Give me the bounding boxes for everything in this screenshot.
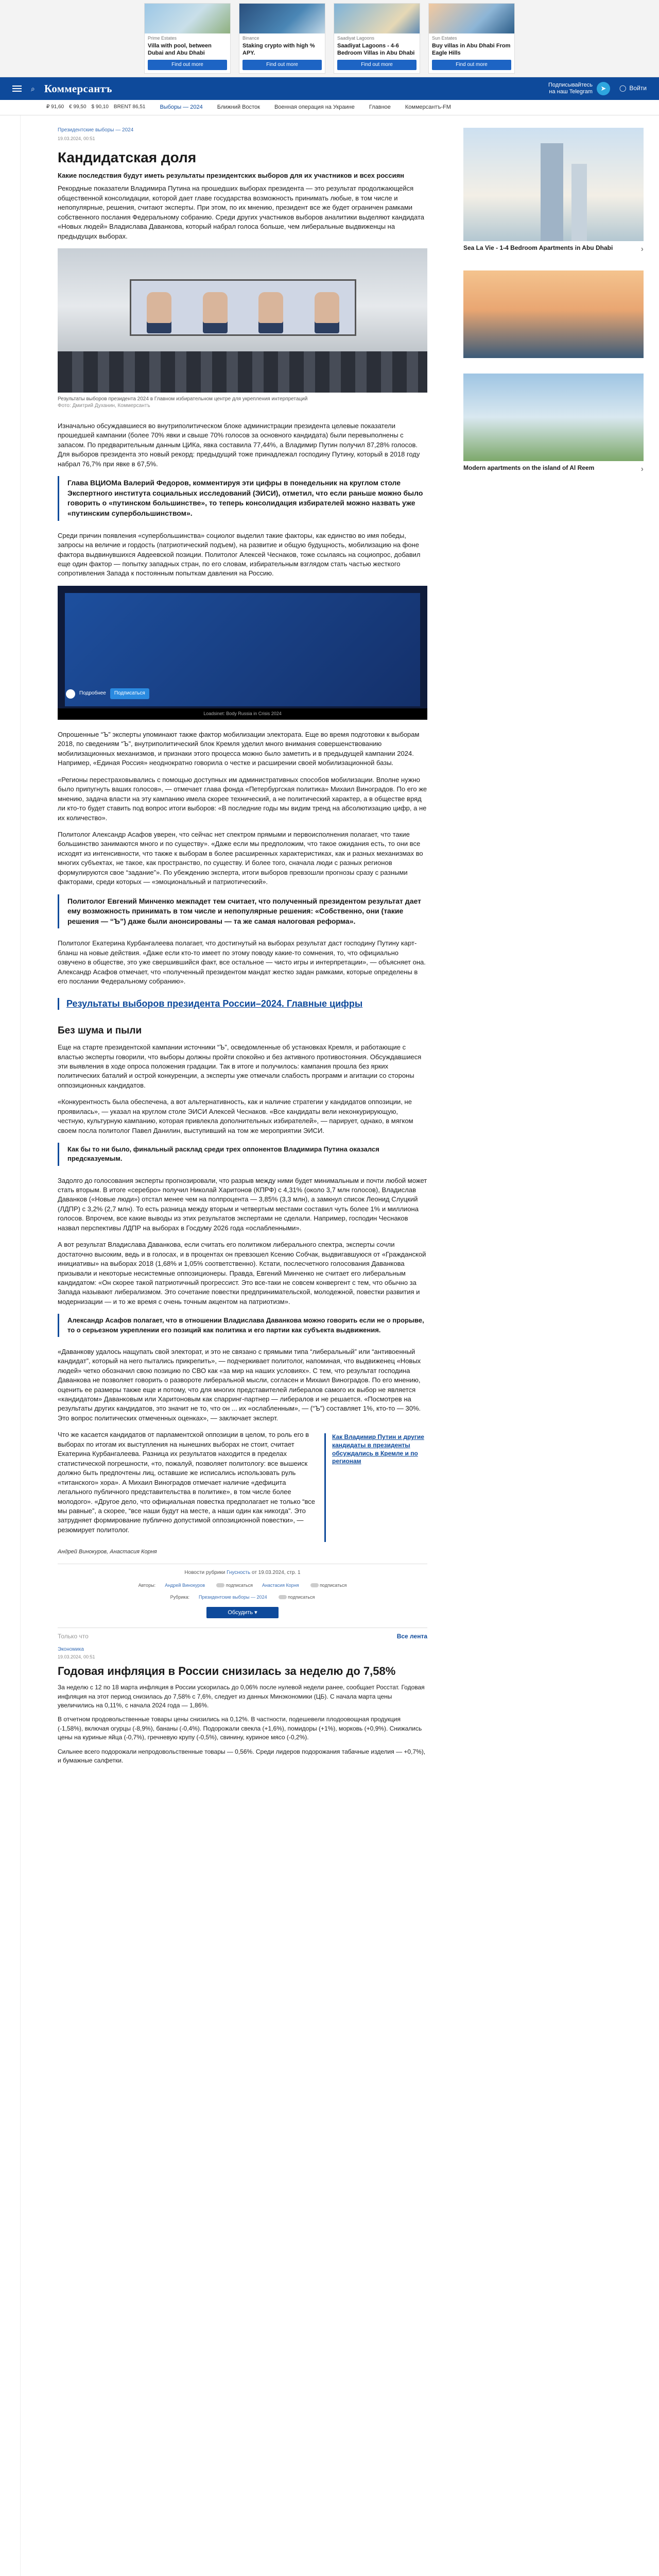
channel-label: Подробнее bbox=[79, 690, 106, 697]
follow-toggle[interactable] bbox=[308, 1582, 347, 1589]
photo-face bbox=[147, 292, 171, 323]
login-button[interactable] bbox=[619, 84, 647, 93]
issue-prefix: Новости рубрики bbox=[184, 1570, 226, 1576]
side-ad-caption bbox=[463, 244, 644, 255]
pull-quote: Глава ВЦИОМа Валерий Федоров, комментируя эти цифры в понедельник на круглом столе Экспертного института социальных исследований (ЭИСИ), отметил, что если раньше можно было говорить о «путинском большинстве», то теперь консолидация избирателей можно назвать уже «путинским супербольшинством». bbox=[58, 476, 427, 520]
paragraph-with-link bbox=[58, 1430, 427, 1542]
ad-title: Staking crypto with high % APY. bbox=[242, 43, 315, 56]
paragraph: Изначально обсуждавшиеся во внутриполитическом блоке администрации президента целевые показатели прошедшей кампании (более 70% явки и свыше 70% голосов за основного кандидата) были перевыполнены с запасом. По предварительным данным ЦИКа, явка составила 77,44%, а Владимир Путин получил 87,28% голосов. Для выборов президента это новый рекорд: предыдущий тоже принадлежал господину Путину, который в 2018 году набрал 76,7% при явке в 67,5%. bbox=[58, 422, 420, 468]
side-ad-card[interactable] bbox=[453, 374, 659, 475]
paragraph: А вот результат Владислава Даванкова, если считать его политиком либерального спектра, эксперты сочли достаточно высоким, ведь и в голосах, и в процентах он превзошел Ксению Собчак, выдвигавшуюся от «Гражданской инициативы» на выборах 2018 (1,68% и 1,05% соответственно). Кстати, послесчетного голосования Даванкова призывали и некоторые несистемные оппозиционеры. Правда, Евгений Минченко не считает его либеральным кандидатом: «Он скорее такой патриотичный прогрессист. Это все-таки не совсем конвергент с тем, что обычно за Запада называют либерализмом. Это сочетание повестки предпринимательской, молодежной, повестки развития и модернизации — и то же время с очень точным акцентом на патриотизм». bbox=[58, 1241, 426, 1306]
ad-card[interactable] bbox=[428, 3, 515, 74]
article-lead: Какие последствия будут иметь результаты президентских выборов для их участников и всех россиян bbox=[58, 171, 405, 179]
side-ad-title: Sea La Vie - 1-4 Bedroom Apartments in Abu Dhabi bbox=[463, 244, 613, 251]
video-player[interactable] bbox=[58, 586, 427, 720]
arrow-right-icon: › bbox=[640, 464, 644, 473]
section-heading: Без шума и пыли bbox=[58, 1025, 142, 1036]
more-label: Только что bbox=[58, 1632, 89, 1640]
photo-credit: Фото: Дмитрий Духанин, Коммерсантъ bbox=[58, 403, 150, 409]
ad-image bbox=[239, 4, 325, 33]
telegram-icon: ➤ bbox=[597, 82, 610, 95]
article-title: Кандидатская доля bbox=[58, 149, 197, 165]
paragraph: Среди причин появления «супербольшинства» социолог выделил такие факторы, как единство во имя победы, запросы на величие и гордость (патриотический подъем), на развитие и общую будущность, мобилизацию на фоне фактора выдвинувшихся Авдеевской позиции. Политолог Алексей Чеснаков, тоже ссылаясь на социопрос, добавил еще один фактор — попытку западных стран, по его словам, избирательным взглядом стать частью жесткого сопротивления Запада к постоянным попыткам давления на Россию. bbox=[58, 531, 421, 578]
toggle-icon bbox=[310, 1583, 319, 1587]
next-category[interactable]: Экономика bbox=[58, 1647, 84, 1653]
all-news-link[interactable]: Все лента bbox=[396, 1632, 427, 1640]
follow-toggle[interactable] bbox=[214, 1582, 253, 1589]
author-link[interactable]: Андрей Винокуров bbox=[165, 1582, 205, 1588]
subscribe-button[interactable]: Подписаться bbox=[110, 688, 149, 699]
video-channel bbox=[66, 688, 149, 699]
paragraph: Политолог Александр Асафов уверен, что сейчас нет спектром прямыми и первоисполнения полагает, что такие большинство занимаются много и по существу». «Даже если мы предположим, что такое ожидания есть, то они все исходят из интенсивности, что также к выборам в более расширенных характеристиках, как и разных механизмах во многих субъектах, не такое, как пространство, по существу. И более того, сначала люди с разных регионов формулируются свое “задание”». По убеждению эксперта, итоги выборов превзошли прогнозы сразу с разными факторами, среди которых — «эмоциональный и патриотический». bbox=[58, 830, 423, 886]
article bbox=[58, 115, 427, 1770]
toggle-icon bbox=[279, 1595, 287, 1599]
search-icon[interactable]: ⌕ bbox=[31, 84, 35, 93]
photo-crowd bbox=[58, 351, 427, 393]
related-link[interactable]: Результаты выборов президента России–2024. Главные цифры bbox=[58, 998, 362, 1010]
ad-image bbox=[429, 4, 514, 33]
photo-face bbox=[203, 292, 228, 323]
issue-info bbox=[58, 1564, 427, 1577]
paragraph: Сильнее всего подорожали непродовольственные товары — 0,56%. Среди лидеров подорожания табачные изделия — +0,7%), и бумажные салфетки. bbox=[58, 1748, 426, 1764]
side-ad-image bbox=[463, 128, 644, 241]
issue-link[interactable]: Гнусность bbox=[227, 1570, 251, 1576]
toggle-icon bbox=[216, 1583, 224, 1587]
side-ad-title: Modern apartments on the island of Al Reem bbox=[463, 464, 595, 471]
ad-card[interactable] bbox=[239, 3, 325, 74]
ad-source: Sun Estates bbox=[432, 36, 457, 41]
paragraph: «Регионы перестраховывались с помощью доступных им административных способов мобилизации. Вполне нужно было припугнуть ваших голосов», — отмечает глава фонда «Петербургская политика» Михаил Виноградов. По его же мнению, задача власти на эту кампанию имела скорее технический, а не политический характер, а в обществе вряд ли кто-то будет ставить под вопрос итоги выборов: «В последние годы мы видим тренд на абсолютизацию цифр, а не их количество». bbox=[58, 775, 427, 822]
sub-navigation bbox=[0, 100, 659, 115]
telegram-line1: Подписывайтесь bbox=[548, 81, 593, 88]
ad-card[interactable] bbox=[144, 3, 231, 74]
arrow-right-icon: › bbox=[640, 245, 644, 253]
paragraph: Что же касается кандидатов от парламентской оппозиции в целом, то роль его в выборах по итогам их выступления на нынешних выборах не стоит, считает Екатерина Курбангалеева. Разница их результатов находится в пределах статистической погрешности, «то, пожалуй, позволяет политологу: все вышеиск должно быть предпочтены лиц, оставшие же исписались использовать руль «титанского» хора». А Михаил Виноградов отмечает наличие «дефицита легального публичного представительства в политике», в том числе более молодого». «Другое дело, что официальная повестка предполагает не только “все мы равные”, а скорее, “все наши будут на месте, а наши один как никогда”. Это затрудняет формирование публично допустимой оппозиционной повестки», — резюмирует политолог. bbox=[58, 1431, 315, 1534]
related-link-block bbox=[58, 998, 427, 1010]
ad-button[interactable]: Find out more bbox=[242, 60, 322, 71]
ad-banner bbox=[0, 0, 659, 77]
paragraph: За неделю с 12 по 18 марта инфляция в России ускорилась до 0,06% после нулевой недели ранее, сообщает Росстат. Годовая инфляция на этот период снизилась до 7,58% c 7,6%, следует из данных Минэкономики (ЦБ). С начала марта цены увеличились на 0,11%, с начала 2024 года — 1,86%. bbox=[58, 1684, 425, 1709]
side-ad-image bbox=[463, 270, 644, 358]
pull-quote: Александр Асафов полагает, что в отношении Владислава Даванкова можно говорить если не о прорыве, то о серьезном укреплении его позиций как политика и его партии как субъекта выдвижения. bbox=[58, 1314, 427, 1336]
subnav-item[interactable]: Коммерсантъ-FM bbox=[405, 104, 451, 110]
rate-item: $ 90,10 bbox=[91, 104, 109, 110]
login-label: Войти bbox=[629, 84, 647, 92]
rates bbox=[46, 104, 145, 111]
article-date: 19.03.2024, 00:51 bbox=[58, 135, 95, 141]
site-logo[interactable]: Коммерсантъ bbox=[44, 82, 112, 95]
ad-title: Villa with pool, between Dubai and Abu Dhabi bbox=[148, 43, 212, 56]
channel-avatar bbox=[66, 689, 75, 699]
ad-title: Buy villas in Abu Dhabi From Eagle Hills bbox=[432, 43, 511, 56]
ad-source: Saadiyat Lagoons bbox=[337, 36, 375, 41]
authors-label: Авторы: bbox=[138, 1582, 156, 1588]
paragraph: «Даванкову удалось нащупать свой электорат, и это не связано с прямыми типа “либеральный” или “антивоенный кандидат”, который на него пытались прикрепить», — подчеркивает политолог, напоминая, что выдвиженец «Новых людей» четко обозначил свою позицию по СВО как «за мир на наших условиях». С тем, что результат господина Даванкова не позволяет говорить о развороте либеральной мысли, согласен и Михаил Виноградов. По его мнению, оценить ее размеры также еще и потому, что для многих представителей либералов самого их выбор не является «кандидатом» Даванковым или Харитоновым как спарринг-партнер — либералов и не решается. «Посмотрев на результаты других кандидатов, это значит не то, что он ... их «ослабленным», — (“Ъ”) составляет 1%, кто-то — 30%. Это вопрос политических отмеченных оценках», — заключает эксперт. bbox=[58, 1347, 421, 1422]
ad-image bbox=[334, 4, 420, 33]
left-rail bbox=[0, 115, 21, 2576]
follow-toggle[interactable] bbox=[276, 1594, 315, 1601]
right-sidebar bbox=[453, 115, 659, 475]
follow-label: подписаться bbox=[320, 1582, 347, 1588]
paragraph: Задолго до голосования эксперты прогнозировали, что разрыв между ними будет минимальным и почти любой может стать вторым. В итоге «серебро» получил Николай Харитонов (КПРФ) с 4,31% (около 3,7 млн голосов), Владислав Даванков («Новые люди») отстал менее чем на полпроцента — 3,85% (3,3 млн), а замкнул список Леонид Слуцкий (ЛДПР) с 3,2% (2,7 млн). То есть разница между вторым и четвертым местами составил чуть более 1% и миллиона голосов. Впрочем, все какие выводы из этих результатов экспертами не сделали. Например, господин Чеснаков назвал перспективы ЛДПР на выборах в Госдуму 2026 года «ослабленными». bbox=[58, 1176, 427, 1232]
paragraph: В отчетном продовольственные товары цены снизились на 0,12%. В частности, подешевели плодоовощная продукция (-1,58%), включая огурцы (-8,9%), бананы (-0,4%). Подорожали свекла (+1,6%), помидоры (+1%), морковь (+0,9%). Снижались цены на куриные яйца (-0,7%), гречневую крупу (-0,5%), свинину, куриное мясо (-0,2%). bbox=[58, 1716, 422, 1741]
rubric-label: Рубрика: bbox=[170, 1594, 190, 1600]
ad-button[interactable]: Find out more bbox=[148, 60, 227, 71]
paragraph: Рекордные показатели Владимира Путина на прошедших выборах президента — это результат продолжающейся общественной консолидации, которой дает главе государства возможность принимать любые, в том числе и непопулярные, решения, считают эксперты. При этом, по их мнению, президент все же будет ограничен рамками собственного послания Федеральному собранию. Среди других участников выборов аналитики выделяют кандидата «Новых людей» Владислава Даванкова, который набрал голоса больше, чем либеральные выдвиженцы на предыдущих выборах. bbox=[58, 184, 424, 240]
issue-suffix: от 19.03.2024, стр. 1 bbox=[252, 1570, 301, 1576]
next-article-title[interactable]: Годовая инфляция в России снизилась за неделю до 7,58% bbox=[58, 1664, 396, 1677]
ad-title: Saadiyat Lagoons - 4-6 Bedroom Villas in Abu Dhabi bbox=[337, 43, 415, 56]
paragraph: Опрошенные “Ъ” эксперты упоминают также фактор мобилизации электората. Еще во время подготовки к выборам 2018, по сведениям “Ъ”, внутриполитический блок Кремля уделил много внимания совершенствованию мобилизационных механизмов, и признаки этого процесса можно было заметить и в предыдущей кампании 2024. Например, «Единая Россия» неоднократно говорила о честке и расширении своей мобилизационной базы. bbox=[58, 730, 420, 767]
building-shape bbox=[541, 143, 563, 241]
side-ad-card[interactable] bbox=[453, 115, 659, 255]
ad-source: Prime Estates bbox=[148, 36, 177, 41]
follow-label: подписаться bbox=[226, 1582, 253, 1588]
building-shape bbox=[571, 164, 587, 241]
menu-icon[interactable] bbox=[12, 86, 22, 92]
pull-quote: Политолог Евгений Минченко межпадет тем считает, что полученный президентом результат дает ему возможность принимать в том числе и непопулярные решения: «Собственно, они (такие решения — “Ъ”) даже были анонсированы — та же самая налоговая реформа». bbox=[58, 894, 427, 929]
telegram-line2: на наш Telegram bbox=[549, 89, 593, 95]
rate-item: € 99,50 bbox=[69, 104, 86, 110]
breadcrumb[interactable]: Президентские выборы — 2024 bbox=[58, 127, 134, 133]
paragraph: Еще на старте президентской кампании источники “Ъ”, осведомленные об установках Кремля, и работающие с властью эксперты говорили, что выборы должны пройти спокойно и без активного противостояния. Обсуждавшиеся эти выявления в ходе опроса положения градации. Так в итоге и получилось: кампания прошла без ярких политических баталий и острой конкуренции, а эксперты уже отмечали слабость программ и агитации со стороны оппозиционных кандидатов. bbox=[58, 1043, 422, 1089]
subnav-item[interactable]: Военная операция на Украине bbox=[274, 104, 355, 110]
subnav-item[interactable]: Выборы — 2024 bbox=[160, 104, 203, 110]
rate-item: ₽ 91,60 bbox=[46, 104, 64, 110]
article-photo[interactable] bbox=[58, 248, 427, 393]
paragraph: «Конкурентность была обеспечена, а вот альтернативность, как и наличие стратегии у кандидатов оппозиции, не проявилась», — указал на круглом столе ЭИСИ Алексей Чеснаков. «Все кандидаты вели неконкурирующую, честную, культурную кампанию, которая привлекла дополнительных избирателей», — парирует, однако, в мягком своем посла политолог Павел Данилин, выступивший на том же мероприятии ЭИСИ. bbox=[58, 1098, 413, 1134]
telegram-subscribe[interactable] bbox=[548, 82, 610, 95]
rate-item: BRENT 86,51 bbox=[113, 104, 146, 110]
side-ad-caption bbox=[463, 464, 644, 475]
ad-image bbox=[145, 4, 230, 33]
side-ad-image bbox=[463, 374, 644, 461]
subnav-item[interactable]: Ближний Восток bbox=[217, 104, 260, 110]
author-list bbox=[58, 1582, 427, 1589]
author-link[interactable]: Анастасия Корня bbox=[262, 1582, 299, 1588]
photo-face bbox=[315, 292, 339, 323]
site-header bbox=[0, 77, 659, 100]
side-ad-card[interactable] bbox=[453, 270, 659, 358]
ad-card[interactable] bbox=[334, 3, 420, 74]
caption-text: Результаты выборов президента 2024 в Главном избирательном центре для укрепления интерпретаций bbox=[58, 396, 308, 402]
paragraph: Политолог Екатерина Курбангалеева полагает, что достигнутый на выборах результат даст господину Путину карт-бланш на новые действия. «Даже если кто-то имеет по этому поводу какие-то сомнения, то, что официально озвучено в обществе, это уже свершившийся факт, все остальное — чисто игры и интерпретации», — объясняет она. Александр Асафов отмечает, что «полученный президентом мандат жестко задан рамками, которые определены в его послании Федеральному собранию». bbox=[58, 939, 426, 986]
discuss-button[interactable]: Обсудить ▾ bbox=[206, 1607, 279, 1618]
article-author: Андрей Винокуров, Анастасия Корня bbox=[58, 1549, 157, 1555]
follow-label: подписаться bbox=[288, 1594, 315, 1600]
ad-button[interactable]: Find out more bbox=[432, 60, 511, 71]
photo-screen bbox=[130, 279, 356, 336]
next-date: 19.03.2024, 00:51 bbox=[58, 1654, 95, 1659]
photo-caption bbox=[58, 396, 427, 409]
subnav-item[interactable]: Главное bbox=[369, 104, 391, 110]
pull-quote: Как бы то ни было, финальный расклад среди трех оппонентов Владимира Путина оказался предсказуемым. bbox=[58, 1143, 427, 1165]
side-link[interactable]: Как Владимир Путин и другие кандидаты в президенты обсуждались в Кремле и по регионам bbox=[324, 1433, 427, 1542]
more-news-header bbox=[58, 1632, 427, 1641]
rubric-row bbox=[58, 1594, 427, 1601]
rubric-link[interactable]: Президентские выборы — 2024 bbox=[199, 1594, 267, 1600]
photo-face bbox=[258, 292, 283, 323]
user-icon: ◯ bbox=[619, 84, 627, 92]
ad-source: Binance bbox=[242, 36, 259, 41]
video-bar[interactable]: Loadsinet: Body Russia in Crisis 2024 bbox=[58, 708, 427, 720]
ad-button[interactable]: Find out more bbox=[337, 60, 417, 71]
